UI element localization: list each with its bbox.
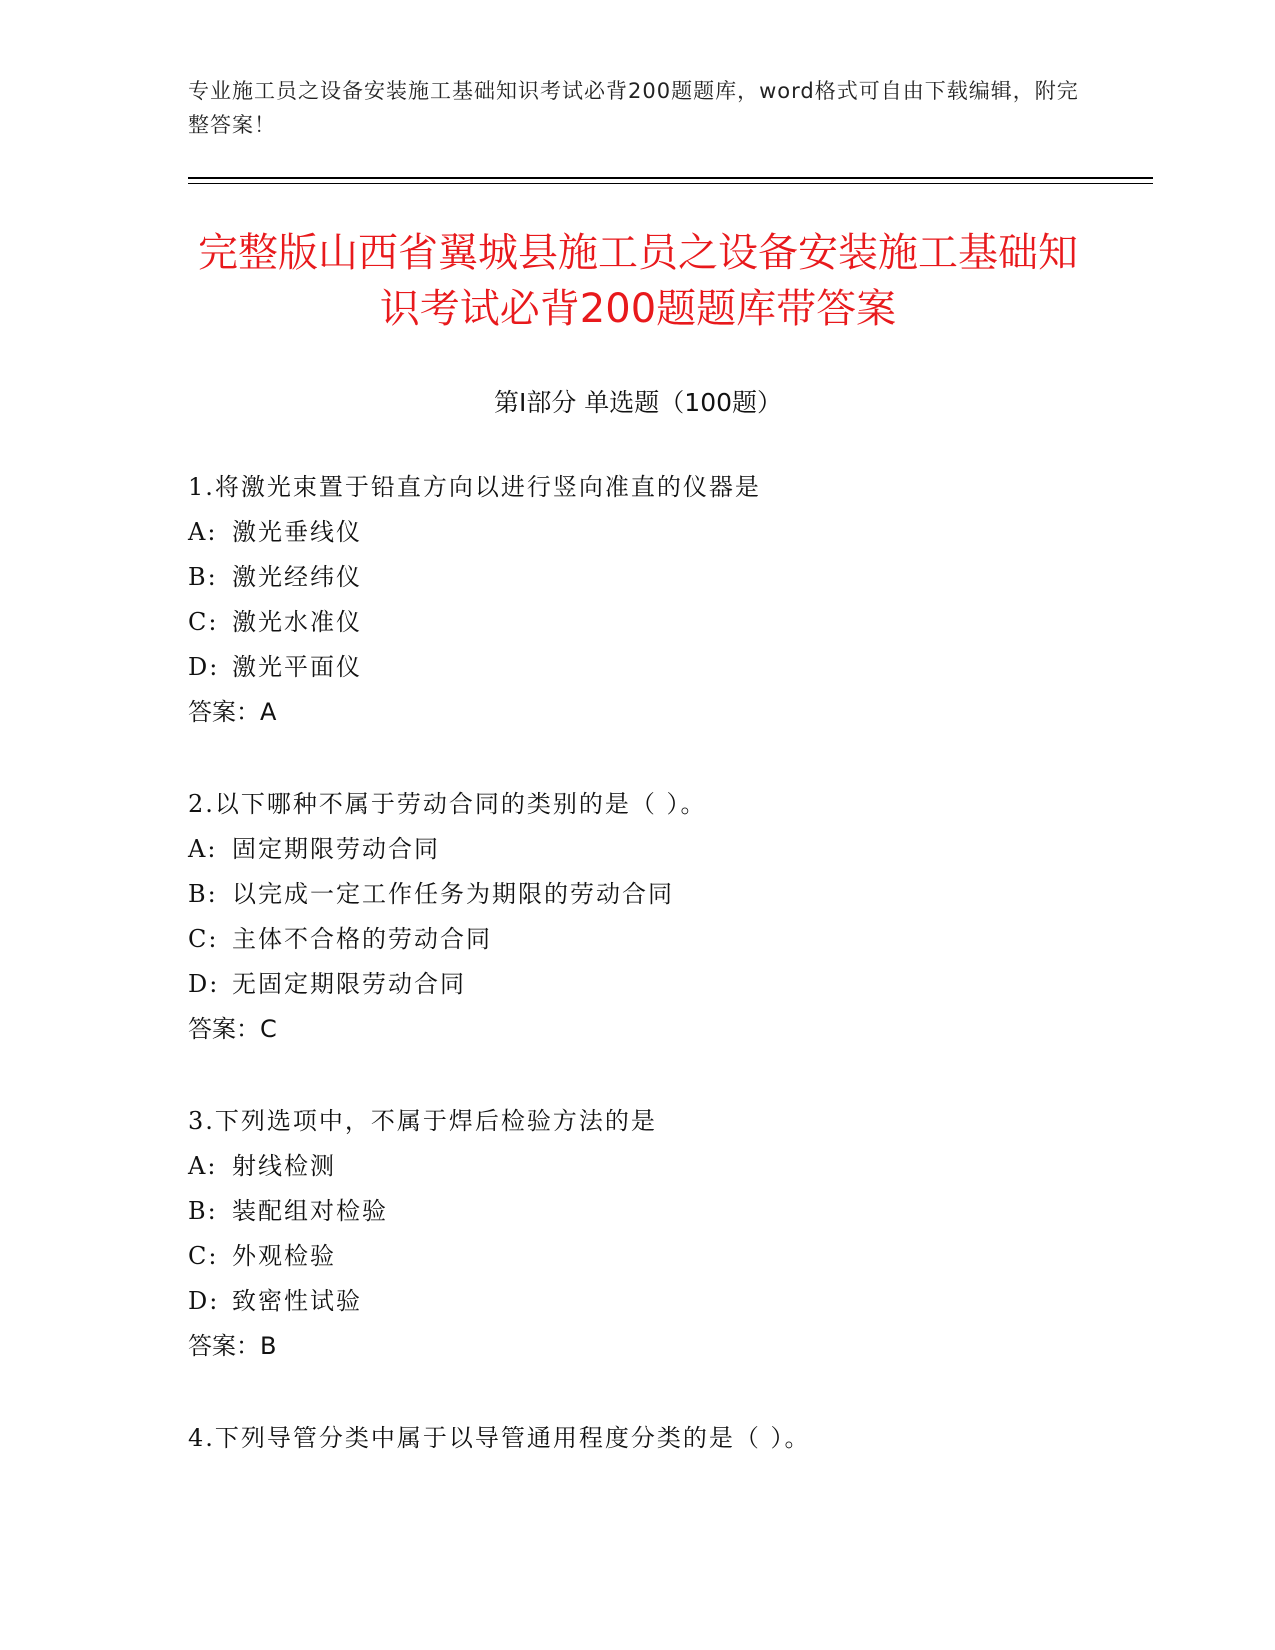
question-stem: 2.以下哪种不属于劳动合同的类别的是（ ）。 bbox=[188, 790, 707, 818]
question-4 bbox=[188, 1416, 1108, 1461]
option-text: 主体不合格的劳动合同 bbox=[232, 925, 492, 953]
header-divider-thick bbox=[188, 177, 1153, 179]
document-title: 完整版山西省翼城县施工员之设备安装施工基础知识考试必背200题题库带答案 bbox=[198, 230, 1078, 332]
option-text: 致密性试验 bbox=[232, 1287, 362, 1315]
option-letter: D: bbox=[188, 1287, 220, 1315]
question-stem: 3.下列选项中，不属于焊后检验方法的是 bbox=[188, 1107, 657, 1135]
option-b bbox=[188, 872, 1108, 917]
question-stem: 1.将激光束置于铅直方向以进行竖向准直的仪器是 bbox=[188, 473, 761, 501]
option-text: 射线检测 bbox=[232, 1152, 336, 1180]
option-letter: A: bbox=[188, 518, 218, 546]
option-a bbox=[188, 510, 1108, 555]
option-a bbox=[188, 1144, 1108, 1189]
section-heading: 第Ⅰ部分 单选题（100题） bbox=[493, 388, 783, 417]
option-b bbox=[188, 1189, 1108, 1234]
question-1 bbox=[188, 465, 1108, 735]
option-text: 外观检验 bbox=[232, 1242, 336, 1270]
answer: 答案：B bbox=[188, 1332, 277, 1360]
answer: 答案：A bbox=[188, 698, 277, 726]
option-a bbox=[188, 827, 1108, 872]
option-d bbox=[188, 1279, 1108, 1324]
option-letter: D: bbox=[188, 653, 220, 681]
option-d bbox=[188, 645, 1108, 690]
option-letter: A: bbox=[188, 1152, 218, 1180]
option-letter: B: bbox=[188, 563, 218, 591]
option-text: 激光垂线仪 bbox=[232, 518, 362, 546]
option-letter: B: bbox=[188, 1197, 218, 1225]
option-letter: B: bbox=[188, 880, 218, 908]
option-c bbox=[188, 917, 1108, 962]
question-3 bbox=[188, 1099, 1108, 1369]
header-divider-thin bbox=[188, 183, 1153, 184]
option-text: 激光水准仪 bbox=[232, 608, 362, 636]
option-text: 激光经纬仪 bbox=[232, 563, 362, 591]
option-letter: C: bbox=[188, 925, 219, 953]
option-text: 无固定期限劳动合同 bbox=[232, 970, 466, 998]
option-d bbox=[188, 962, 1108, 1007]
header-note: 专业施工员之设备安装施工基础知识考试必背200题题库，word格式可自由下载编辑，附完整答案！ bbox=[188, 79, 1079, 137]
option-text: 激光平面仪 bbox=[232, 653, 362, 681]
option-c bbox=[188, 600, 1108, 645]
option-letter: C: bbox=[188, 1242, 219, 1270]
option-b bbox=[188, 555, 1108, 600]
question-stem: 4.下列导管分类中属于以导管通用程度分类的是（ ）。 bbox=[188, 1424, 811, 1452]
option-letter: D: bbox=[188, 970, 220, 998]
option-text: 固定期限劳动合同 bbox=[232, 835, 440, 863]
option-text: 装配组对检验 bbox=[232, 1197, 388, 1225]
option-letter: A: bbox=[188, 835, 218, 863]
option-c bbox=[188, 1234, 1108, 1279]
option-text: 以完成一定工作任务为期限的劳动合同 bbox=[232, 880, 674, 908]
answer: 答案：C bbox=[188, 1015, 277, 1043]
question-2 bbox=[188, 782, 1108, 1052]
option-letter: C: bbox=[188, 608, 219, 636]
